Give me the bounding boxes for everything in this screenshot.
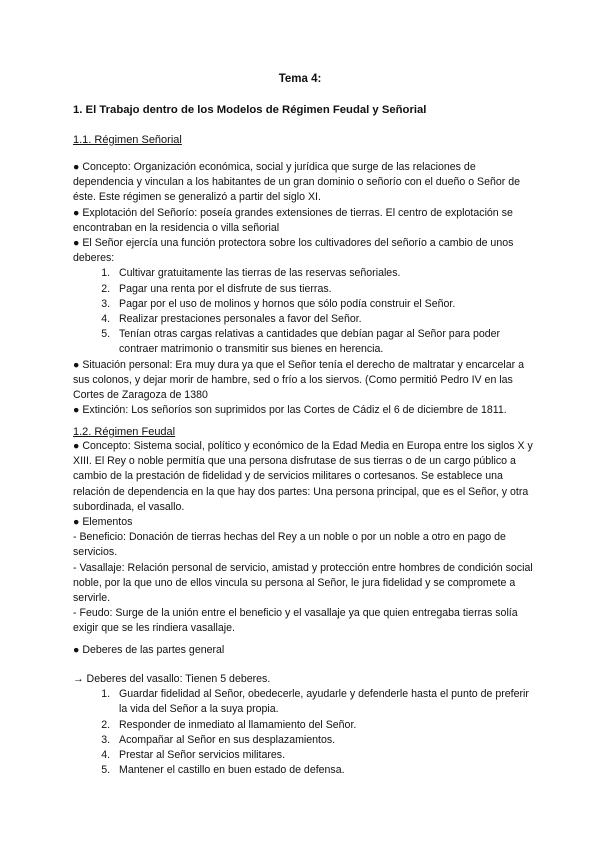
deberes-list <box>73 266 535 357</box>
elementos-heading: ● Elementos <box>73 516 133 529</box>
vasallo-intro: → Deberes del vasallo: Tienen 5 deberes. <box>73 673 271 685</box>
situacion-paragraph: ● Situación personal: Era muy dura ya que el Señor tenía el derecho de maltratar y encarcelar a sus colonos, y dejar morir de hambre, sed o frío a los siervos. (Como permitió Pedro IV en las Cortes de Zaragoza de 1380 <box>73 358 524 402</box>
explotacion-paragraph: ● Explotación del Señorío: poseía grandes extensiones de tierras. El centro de explotación se encontraban en la residencia o villa señorial <box>73 206 513 234</box>
feudo-paragraph: - Feudo: Surge de la unión entre el beneficio y el vasallaje ya que quien entregaba tierras solía exigir que se les rindiera vasallaje. <box>73 607 518 635</box>
concepto-paragraph: ● Concepto: Organización económica, social y jurídica que surge de las relaciones de dependencia y vinculan a los habitantes de un gran dominio o señorío con el dueño o Señor de éste. Este régimen se generalizó a partir del siglo XI. <box>73 161 521 204</box>
extincion-paragraph: ● Extinción: Los señoríos son suprimidos por las Cortes de Cádiz el 6 de diciembre de 1811. <box>73 404 507 417</box>
section-2-title: 1.2. Régimen Feudal <box>73 426 176 438</box>
list-item: 3. Pagar por el uso de molinos y hornos que sólo podía construir el Señor. <box>113 297 535 312</box>
section-2-body <box>73 439 535 637</box>
list-item: 2. Pagar una renta por el disfrute de sus tierras. <box>113 282 535 297</box>
funcion-paragraph: ● El Señor ejercía una función protectora sobre los cultivadores del señorío a cambio de unos deberes: <box>73 237 514 265</box>
list-item: 3. Acompañar al Señor en sus desplazamientos. <box>113 733 535 748</box>
section-1-title: 1.1. Régimen Señorial <box>73 134 182 146</box>
feudal-concepto-paragraph: ● Concepto: Sistema social, político y económico de la Edad Media en Europa entre los siglos X y XIII. El Rey o noble permitía que una persona disfrutase de sus tierras o de un cargo público a cambio de la prestación de fidelidad y de servicios militares o cortesanos. Se establece una relación de dependencia en la que hay dos partes: Una persona principal, que es el Señor, y otra subordinada, el vasallo. <box>73 440 533 513</box>
list-item: 2. Responder de inmediato al llamamiento del Señor. <box>113 718 535 733</box>
main-heading: 1. El Trabajo dentro de los Modelos de Régimen Feudal y Señorial <box>73 104 427 116</box>
list-item: 4. Prestar al Señor servicios militares. <box>113 748 535 763</box>
list-item: 1. Guardar fidelidad al Señor, obedecerle, ayudarle y defenderle hasta el punto de preferir la vida del Señor a la suya propia. <box>113 687 535 717</box>
vasallo-section <box>73 672 535 778</box>
section-1-body <box>73 160 535 418</box>
beneficio-paragraph: - Beneficio: Donación de tierras hechas del Rey a un noble o por un noble a otro en pago de servicios. <box>73 531 506 559</box>
list-item: 5. Tenían otras cargas relativas a cantidades que debían pagar al Señor para poder contraer matrimonio o transmitir sus bienes en herencia. <box>113 327 535 357</box>
deberes-general-heading: ● Deberes de las partes general <box>73 644 225 656</box>
list-item: 5. Mantener el castillo en buen estado de defensa. <box>113 763 535 778</box>
list-item: 1. Cultivar gratuitamente las tierras de las reservas señoriales. <box>113 266 535 281</box>
list-item: 4. Realizar prestaciones personales a favor del Señor. <box>113 312 535 327</box>
vasallo-deberes-list <box>73 687 535 778</box>
vasallaje-paragraph: - Vasallaje: Relación personal de servicio, amistad y protección entre hombres de condición social noble, por la que uno de ellos vincula su persona al Señor, le jura fidelidad y se compromete a servirle. <box>73 561 533 605</box>
document-title: Tema 4: <box>278 73 322 85</box>
